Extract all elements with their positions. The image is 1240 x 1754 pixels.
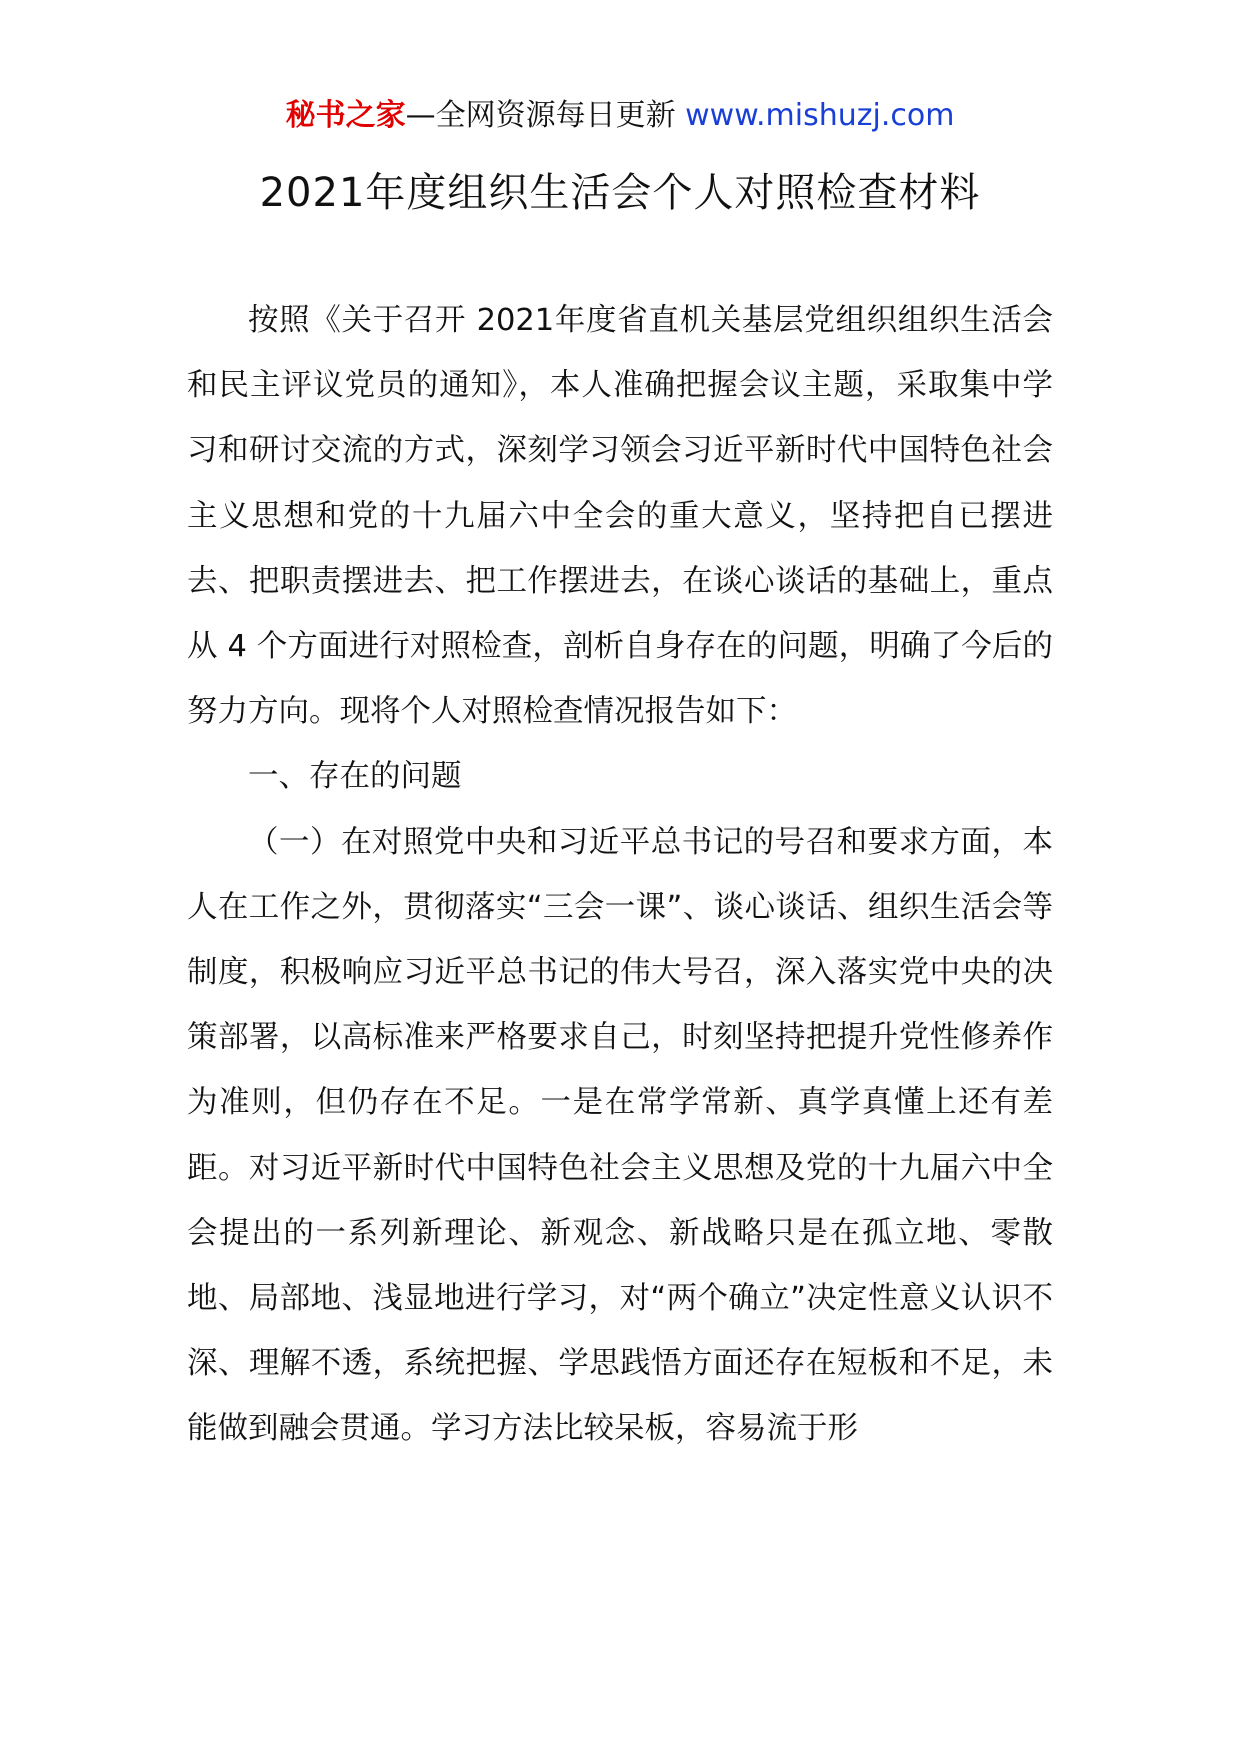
site-banner xyxy=(0,96,1240,136)
brand-name: 秘书之家 xyxy=(285,98,406,133)
document-body xyxy=(187,288,1053,1462)
section-paragraph: （一）在对照党中央和习近平总书记的号召和要求方面，本人在工作之外，贯彻落实“三会一课”、谈心谈话、组织生活会等制度，积极响应习近平总书记的伟大号召，深入落实党中央的决策部署，以高标准来严格要求自己，时刻坚持把提升党性修养作为准则，但仍存在不足。一是在常学常新、真学真懂上还有差距。对习近平新时代中国特色社会主义思想及党的十九届六中全会提出的一系列新理论、新观念、新战略只是在孤立地、零散地、局部地、浅显地进行学习，对“两个确立”决定性意义认识不深、理解不透，系统把握、学思践悟方面还存在短板和不足，未能做到融会贯通。学习方法比较呆板，容易流于形 xyxy=(187,824,1053,1447)
banner-tagline: —全网资源每日更新 xyxy=(405,98,686,133)
document-title: 2021年度组织生活会个人对照检查材料 xyxy=(259,170,981,216)
section-heading: 一、存在的问题 xyxy=(248,759,462,795)
site-url-link[interactable]: www.mishuzj.com xyxy=(685,98,955,133)
intro-paragraph: 按照《关于召开 2021年度省直机关基层党组织组织生活会和民主评议党员的通知》，本人准确把握会议主题，采取集中学习和研讨交流的方式，深刻学习领会习近平新时代中国特色社会主义思想和党的十九届六中全会的重大意义，坚持把自已摆进去、把职责摆进去、把工作摆进去，在谈心谈话的基础上，重点从 4 个方面进行对照检查，剖析自身存在的问题，明确了今后的努力方向。现将个人对照检查情况报告如下： xyxy=(187,303,1053,730)
